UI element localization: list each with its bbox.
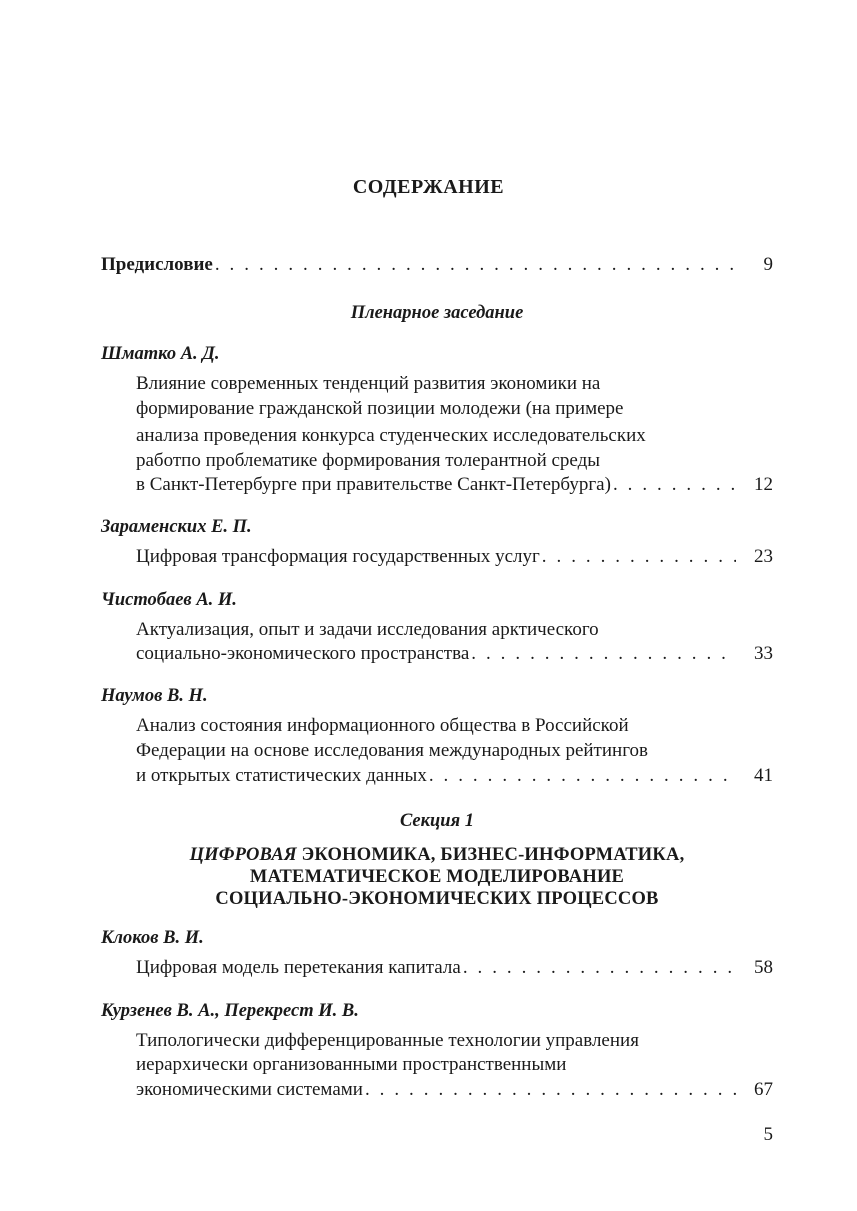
toc-author: Курзенев В. А., Перекрест И. В. xyxy=(101,1001,359,1021)
toc-entry-title-line: и открытых статистических данных xyxy=(136,765,427,786)
toc-page-number: 67 xyxy=(754,1079,773,1100)
toc-entry-title-line: Цифровая трансформация государственных услуг xyxy=(136,546,540,567)
toc-entry-title-line: формирование гражданской позиции молодежи (на примере xyxy=(136,398,624,419)
leader-dots xyxy=(542,546,736,568)
leader-dots xyxy=(215,254,736,276)
toc-entry-title-line: работпо проблематике формирования толерантной среды xyxy=(136,450,601,471)
toc-entry-title-line: иерархически организованными пространственными xyxy=(136,1054,567,1075)
toc-entry-title-line: анализа проведения конкурса студенческих исследовательских xyxy=(136,425,646,446)
toc-author: Шматко А. Д. xyxy=(101,344,220,364)
preface-page: 9 xyxy=(763,254,773,275)
leader-dots xyxy=(463,957,736,979)
toc-entry-title-line: Типологически дифференцированные технологии управления xyxy=(136,1030,639,1051)
section-title-line-1 xyxy=(101,845,773,866)
toc-author: Зараменских Е. П. xyxy=(101,517,252,537)
leader-dots xyxy=(471,643,736,665)
toc-entry-preface xyxy=(101,254,736,276)
section-title-rest: ЭКОНОМИКА, БИЗНЕС-ИНФОРМАТИКА, xyxy=(296,845,685,865)
section-title-italic: ЦИФРОВАЯ xyxy=(189,845,297,865)
toc-entry-last-line xyxy=(136,957,736,979)
toc-entry-title-line: Актуализация, опыт и задачи исследования арктического xyxy=(136,619,599,640)
leader-dots xyxy=(613,474,736,496)
toc-entry-last-line xyxy=(136,643,736,665)
toc-entry-title-line: Анализ состояния информационного общества в Российской xyxy=(136,715,629,736)
toc-page-number: 12 xyxy=(754,474,773,495)
toc-entry-last-line xyxy=(136,765,736,787)
leader-dots xyxy=(365,1079,736,1101)
toc-entry-title-line: Влияние современных тенденций развития экономики на xyxy=(136,373,601,394)
toc-page-number: 41 xyxy=(754,765,773,786)
leader-dots xyxy=(429,765,736,787)
toc-author: Наумов В. Н. xyxy=(101,686,208,706)
toc-page-number: 33 xyxy=(754,643,773,664)
preface-label: Предисловие xyxy=(101,254,213,275)
page-title: СОДЕРЖАНИЕ xyxy=(352,176,505,198)
toc-page-number: 58 xyxy=(754,957,773,978)
toc-entry-last-line xyxy=(136,1079,736,1101)
section-title-line-2: МАТЕМАТИЧЕСКОЕ МОДЕЛИРОВАНИЕ xyxy=(249,867,625,887)
toc-author: Клоков В. И. xyxy=(101,928,204,948)
toc-page-number: 23 xyxy=(754,546,773,567)
toc-author: Чистобаев А. И. xyxy=(101,590,237,610)
section-label: Секция 1 xyxy=(399,811,475,831)
toc-entry-last-line xyxy=(136,546,736,568)
page-number: 5 xyxy=(763,1124,773,1145)
toc-entry-title-line: в Санкт-Петербурге при правительстве Санкт-Петербурга) xyxy=(136,474,611,495)
toc-entry-title-line: экономическими системами xyxy=(136,1079,363,1100)
toc-entry-title-line: Федерации на основе исследования международных рейтингов xyxy=(136,740,648,761)
toc-entry-title-line: социально-экономического пространства xyxy=(136,643,470,664)
toc-entry-last-line xyxy=(136,474,736,496)
plenary-heading: Пленарное заседание xyxy=(350,303,524,323)
toc-entry-title-line: Цифровая модель перетекания капитала xyxy=(136,957,461,978)
section-title-line-3: СОЦИАЛЬНО-ЭКОНОМИЧЕСКИХ ПРОЦЕССОВ xyxy=(215,889,659,909)
